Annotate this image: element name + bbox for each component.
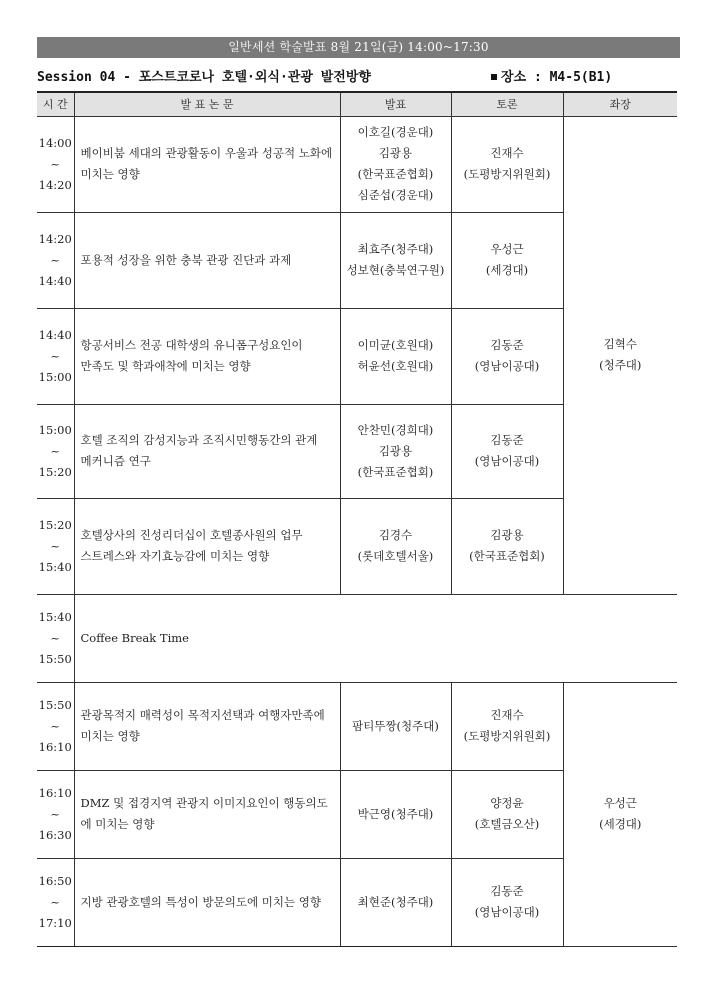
discussant-cell: 김동준 (영남이공대) xyxy=(451,858,563,946)
paper-title: 호텔상사의 진성리더십이 호텔종사원의 업무 스트레스와 자기효능감에 미치는 영향 xyxy=(74,498,340,594)
time-cell: 16:50 ~ 17:10 xyxy=(37,858,74,946)
time-cell: 15:40 ~ 15:50 xyxy=(37,594,74,682)
time-cell: 16:10 ~ 16:30 xyxy=(37,770,74,858)
presenter-cell: 이호길(경운대) 김광용 (한국표준협회) 심준섭(경운대) xyxy=(340,116,451,212)
table-row xyxy=(37,682,677,770)
time-cell: 14:00 ~ 14:20 xyxy=(37,116,74,212)
table-row xyxy=(37,116,677,212)
discussant-cell: 진재수 (도평방지위원회) xyxy=(451,682,563,770)
paper-title: DMZ 및 접경지역 관광지 이미지요인이 행동의도 에 미치는 영향 xyxy=(74,770,340,858)
presenter-cell: 이미균(호원대) 허윤선(호원대) xyxy=(340,308,451,404)
time-cell: 15:00 ~ 15:20 xyxy=(37,404,74,498)
session-location xyxy=(491,66,612,85)
paper-title: 지방 관광호텔의 특성이 방문의도에 미치는 영향 xyxy=(74,858,340,946)
break-row xyxy=(37,594,677,682)
header-title: 발 표 논 문 xyxy=(74,92,340,116)
paper-title: 관광목적지 매력성이 목적지선택과 여행자만족에 미치는 영향 xyxy=(74,682,340,770)
presenter-cell: 최현준(청주대) xyxy=(340,858,451,946)
schedule-table xyxy=(37,91,677,947)
discussant-cell: 양정윤 (호텔금오산) xyxy=(451,770,563,858)
presenter-cell: 박근영(청주대) xyxy=(340,770,451,858)
time-cell: 15:50 ~ 16:10 xyxy=(37,682,74,770)
time-cell: 14:40 ~ 15:00 xyxy=(37,308,74,404)
bullet-square-icon xyxy=(491,74,497,80)
presenter-cell: 팜티뚜짱(청주대) xyxy=(340,682,451,770)
chair-cell: 김혁수 (청주대) xyxy=(563,116,677,594)
header-discussant: 토론 xyxy=(451,92,563,116)
location-text: 장소 : M4-5(B1) xyxy=(501,70,613,85)
discussant-cell: 김동준 (영남이공대) xyxy=(451,404,563,498)
header-chair: 좌장 xyxy=(563,92,677,116)
paper-title: 항공서비스 전공 대학생의 유니폼구성요인이 만족도 및 학과애착에 미치는 영향 xyxy=(74,308,340,404)
chair-cell: 우성근 (세경대) xyxy=(563,682,677,946)
presenter-cell: 김경수 (롯데호텔서울) xyxy=(340,498,451,594)
header-presenter: 발표 xyxy=(340,92,451,116)
coffee-break-label: Coffee Break Time xyxy=(74,594,677,682)
paper-title: 베이비붐 세대의 관광활동이 우울과 성공적 노화에 미치는 영향 xyxy=(74,116,340,212)
time-cell: 14:20 ~ 14:40 xyxy=(37,212,74,308)
paper-title: 호텔 조직의 감성지능과 조직시민행동간의 관계 메커니즘 연구 xyxy=(74,404,340,498)
session-banner: 일반세션 학술발표 8월 21일(금) 14:00~17:30 xyxy=(37,37,680,58)
session-title: Session 04 - 포스트코로나 호텔·외식·관광 발전방향 xyxy=(37,70,371,85)
discussant-cell: 김광용 (한국표준협회) xyxy=(451,498,563,594)
presenter-cell: 최효주(청주대) 성보현(충북연구원) xyxy=(340,212,451,308)
table-header-row xyxy=(37,92,677,116)
time-cell: 15:20 ~ 15:40 xyxy=(37,498,74,594)
header-time: 시 간 xyxy=(37,92,74,116)
discussant-cell: 김동준 (영남이공대) xyxy=(451,308,563,404)
discussant-cell: 진재수 (도평방지위원회) xyxy=(451,116,563,212)
discussant-cell: 우성근 (세경대) xyxy=(451,212,563,308)
presenter-cell: 안찬민(경희대) 김광용 (한국표준협회) xyxy=(340,404,451,498)
paper-title: 포용적 성장을 위한 충북 관광 진단과 과제 xyxy=(74,212,340,308)
